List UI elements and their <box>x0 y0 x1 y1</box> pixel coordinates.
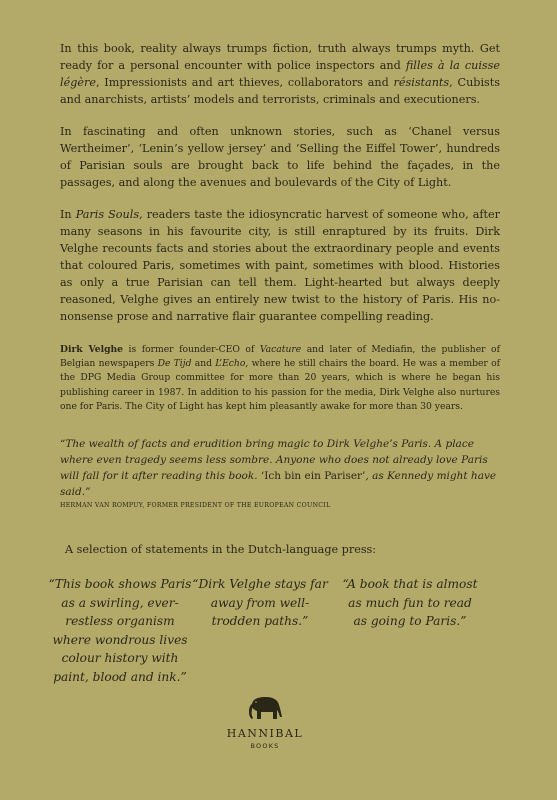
back-cover-text <box>60 40 500 509</box>
blurb-paragraph-3: In Paris Souls, readers taste the idiosyncratic harvest of someone who, after many seasons in his favourite city, is still enraptured by its fruits. Dirk Velghe recounts facts and stories about the extraordinary people and events that coloured Paris, sometimes with paint, sometimes with blood. Histories as only a true Parisian can tell them. Light-hearted but always deeply reasoned, Velghe gives an entirely new twist to the history of Paris. His no-nonsense prose and narrative flair guarantee compelling reading. <box>60 208 500 323</box>
press-quote-3: “A book that is almost as much fun to read as going to Paris.” <box>342 577 478 628</box>
author-bio: Dirk Velghe is former founder-CEO of Vacature and later of Mediafin, the publisher of Belgian newspapers De Tijd and L’Echo, where he still chairs the board. He was a member of the DPG Media Group committee for more than 20 years, which is where he began his publishing career in 1987. In addition to his passion for the media, Dirk Velghe also nurtures one for Paris. The City of Light has kept him pleasantly awake for more than 30 years. <box>60 344 500 412</box>
publisher-sub: BOOKS <box>250 742 280 750</box>
publisher-logo <box>210 695 320 750</box>
endorsement-attribution: HERMAN VAN ROMPUY, FORMER PRESIDENT OF THE EUROPEAN COUNCIL <box>60 502 331 510</box>
blurb-paragraph-2: In fascinating and often unknown stories, such as ‘Chanel versus Wertheimer’, ‘Lenin’s yellow jersey’ and ‘Selling the Eiffel Tower’, hundreds of Parisian souls are brought back to life behind the façades, in the passages, and along the avenues and boulevards of the City of Light. <box>60 125 500 189</box>
publisher-name: HANNIBAL <box>226 727 304 740</box>
press-quote-1: “This book shows Paris as a swirling, ever-restless organism where wondrous lives colour history with paint, blood and ink.” <box>48 577 192 684</box>
elephant-icon <box>246 695 284 721</box>
press-intro: A selection of statements in the Dutch-language press: <box>65 543 377 556</box>
blurb-paragraph-1: In this book, reality always trumps fiction, truth always trumps myth. Get ready for a personal encounter with police inspectors and filles à la cuisse légère, Impressionists and art thieves, collaborators and résistants, Cubists and anarchists, artists’ models and terrorists, criminals and executioners. <box>60 42 501 106</box>
endorsement-quote: “The wealth of facts and erudition bring magic to Dirk Velghe’s Paris. A place where even tragedy seems less sombre. Anyone who does not already love Paris will fall for it after reading this book. ‘Ich bin ein Pariser’, as Kennedy might have said.” <box>60 438 497 499</box>
press-quote-2: “Dirk Velghe stays far away from well-trodden paths.” <box>192 577 328 628</box>
